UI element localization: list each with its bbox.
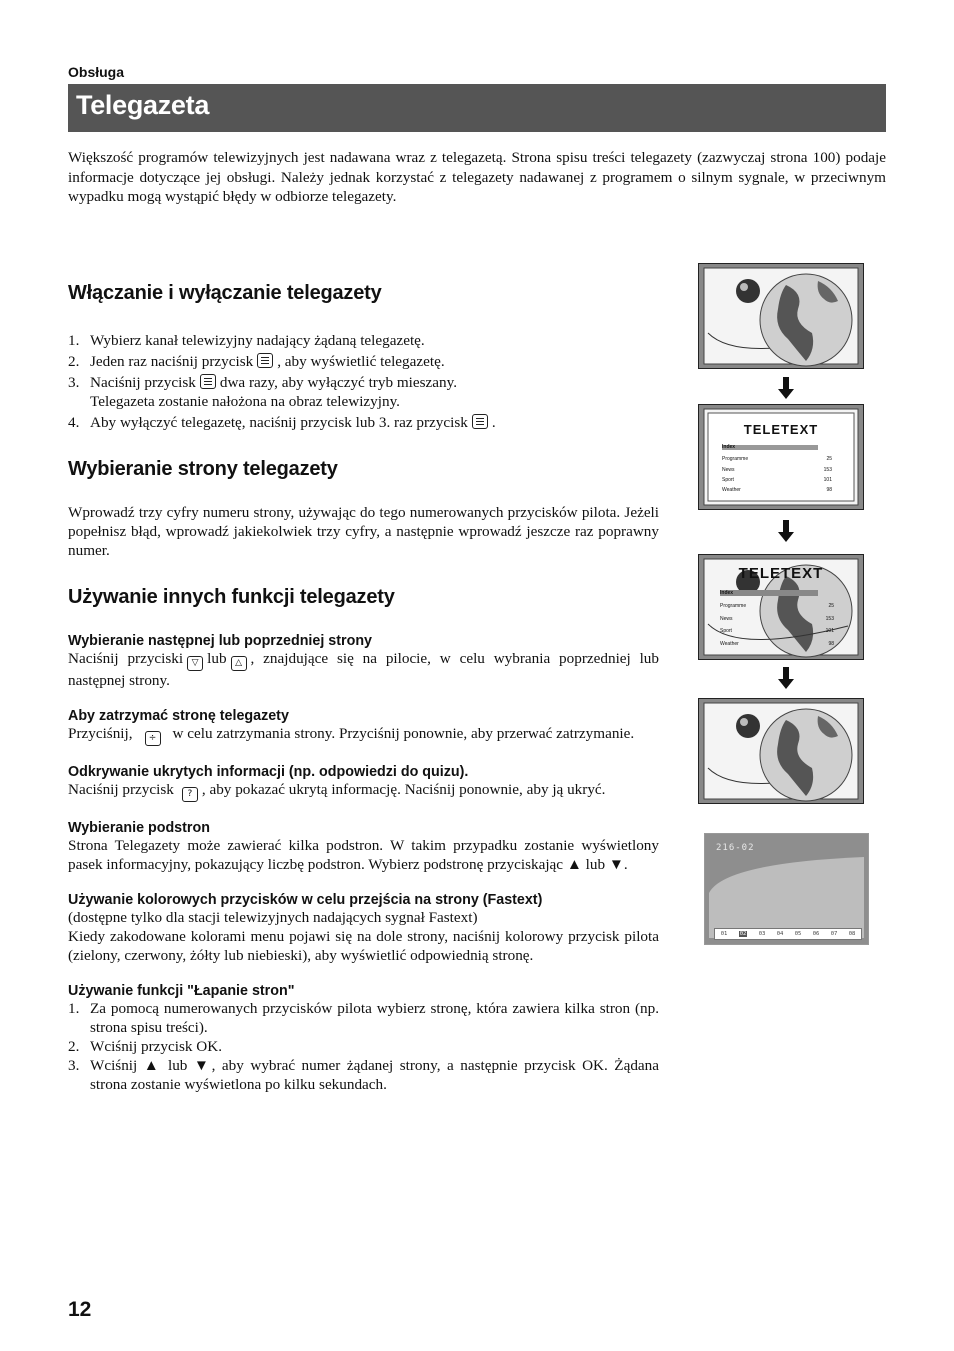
reveal-button-icon: ? [182,787,198,802]
subheading-next-prev: Wybieranie następnej lub poprzedniej strony [68,633,372,649]
subpages-text: Strona Telegazety może zawierać kilka podstron. W takim przypadku zostanie wyświetlony pasek informacyjny, pokazujący liczbę podstron. Wybierz podstronę przyciskając ▲ lub ▼. [68,837,659,873]
teletext-button-icon [472,414,488,429]
select-page-text: Wprowadź trzy cyfry numeru strony, używając do tego numerowanych przycisków pilota. Jeżeli popełnisz błąd, wprowadź jakiekolwiek trzy cyfry, a następnie wprowadź jeszcze raz poprawny numer. [68,504,659,559]
list-item: 2. Jeden raz naciśnij przycisk , aby wyświetlić telegazetę. [68,353,445,370]
page-down-button-icon: ▽ [187,656,203,671]
subheading-reveal: Odkrywanie ukrytych informacji (np. odpowiedzi do quizu). [68,764,469,780]
subpage-number: 03 [758,931,766,937]
tv-picture-figure-1 [698,263,864,369]
next-prev-text: Naciśnij przyciski ▽ lub △ , znajdujące się na pilocie, w celu wybrania poprzedniej lub następnej strony. [68,650,659,689]
index-list [720,600,834,650]
title-bar [68,84,886,132]
list-item: 3. Naciśnij przycisk dwa razy, aby wyłączyć tryb mieszany. Telegazeta zostanie nałożona na obraz telewizyjny. [68,374,458,410]
index-label: Index [720,590,818,596]
subpage-number: 05 [794,931,802,937]
subpage-number: 08 [848,931,856,937]
list-item: Weather 98 [722,487,832,493]
page-catch-steps [68,999,659,1094]
arrow-down-icon [778,520,794,542]
list-item: 1. Wybierz kanał telewizyjny nadający żądaną telegazetę. [68,332,425,349]
on-off-steps [68,331,659,432]
list-item: News 153 [720,615,834,622]
subpage-number: 01 [720,931,728,937]
index-label: Index [722,445,818,450]
page-title: Telegazeta [76,90,210,120]
list-item: 4. Aby wyłączyć telegazetę, naciśnij przycisk lub 3. raz przycisk . [68,414,496,431]
list-item: Programme 25 [720,603,834,609]
list-item: 1. Za pomocą numerowanych przycisków pilota wybierz stronę, która zawiera kilka stron (np. strona spisu treści). [68,1000,659,1036]
subpage-number: 07 [830,931,838,937]
fastext-note: (dostępne tylko dla stacji telewizyjnych nadających sygnał Fastext) [68,909,478,926]
list-item: Weather 98 [720,640,834,647]
subpage-number: 06 [812,931,820,937]
subpage-number: 04 [776,931,784,937]
fastext-text: Kiedy zakodowane kolorami menu pojawi się na dole strony, naciśnij kolorowy przycisk pilota (zielony, czerwony, żółty lub niebieski), aby wyświetlić odpowiednią stronę. [68,928,659,964]
subheading-subpages: Wybieranie podstron [68,820,210,836]
teletext-screen-figure-2 [698,404,864,510]
teletext-mix-figure-3 [698,554,864,660]
section-heading-select-page: Wybieranie strony telegazety [68,458,338,480]
subpage-bar-figure [704,833,869,945]
teletext-button-icon [200,374,216,389]
teletext-button-icon [257,353,273,368]
list-item: News 153 [722,467,832,473]
subheading-hold: Aby zatrzymać stronę telegazety [68,708,289,724]
hold-text: Przyciśnij, ÷ w celu zatrzymania strony. Przyciśnij ponownie, aby przerwać zatrzymanie. [68,724,659,746]
section-heading-other-functions: Używanie innych funkcji telegazety [68,586,395,608]
list-item: 3. Wciśnij ▲ lub ▼, aby wybrać numer żądanej strony, a następnie przycisk OK. Żądana strona zostanie wyświetlona po kilku sekundach. [68,1057,659,1093]
section-label: Obsługa [68,64,125,80]
subheading-fastext: Używanie kolorowych przycisków w celu przejścia na strony (Fastext) [68,892,543,908]
main-column [68,282,659,1094]
list-item: Sport 101 [722,477,832,483]
teletext-title: TELETEXT [743,422,819,437]
index-list [722,454,832,495]
list-item: 2. Wciśnij przycisk OK. [68,1038,223,1055]
page-number: 12 [68,1298,92,1321]
subpage-number-active: 02 [739,931,747,937]
hold-button-icon: ÷ [145,731,161,746]
teletext-title: TELETEXT [738,565,824,582]
reveal-text: Naciśnij przycisk ? , aby pokazać ukrytą informację. Naciśnij ponownie, aby ją ukryć. [68,780,659,802]
intro-paragraph: Większość programów telewizyjnych jest nadawana wraz z telegazetą. Strona spisu treści telegazety (zazwyczaj strona 100) podaje informacje dotyczące jej obsługi. Należy jednak korzystać z telegazety nadawanej z programem o silnym sygnale, w przeciwnym wypadku mogą wystąpić błędy w odbiorze telegazety. [68,149,886,206]
arrow-down-icon [778,377,794,399]
list-item: Sport 101 [720,628,834,634]
subpage-strip [714,928,862,940]
arrow-down-icon [778,667,794,689]
page-up-button-icon: △ [231,656,247,671]
tv-picture-figure-4 [698,698,864,804]
list-item: Programme 25 [722,456,832,462]
subpage-code: 216-02 [716,843,755,853]
subheading-page-catch: Używanie funkcji "Łapanie stron" [68,983,295,999]
section-heading-on-off: Włączanie i wyłączanie telegazety [68,282,382,304]
